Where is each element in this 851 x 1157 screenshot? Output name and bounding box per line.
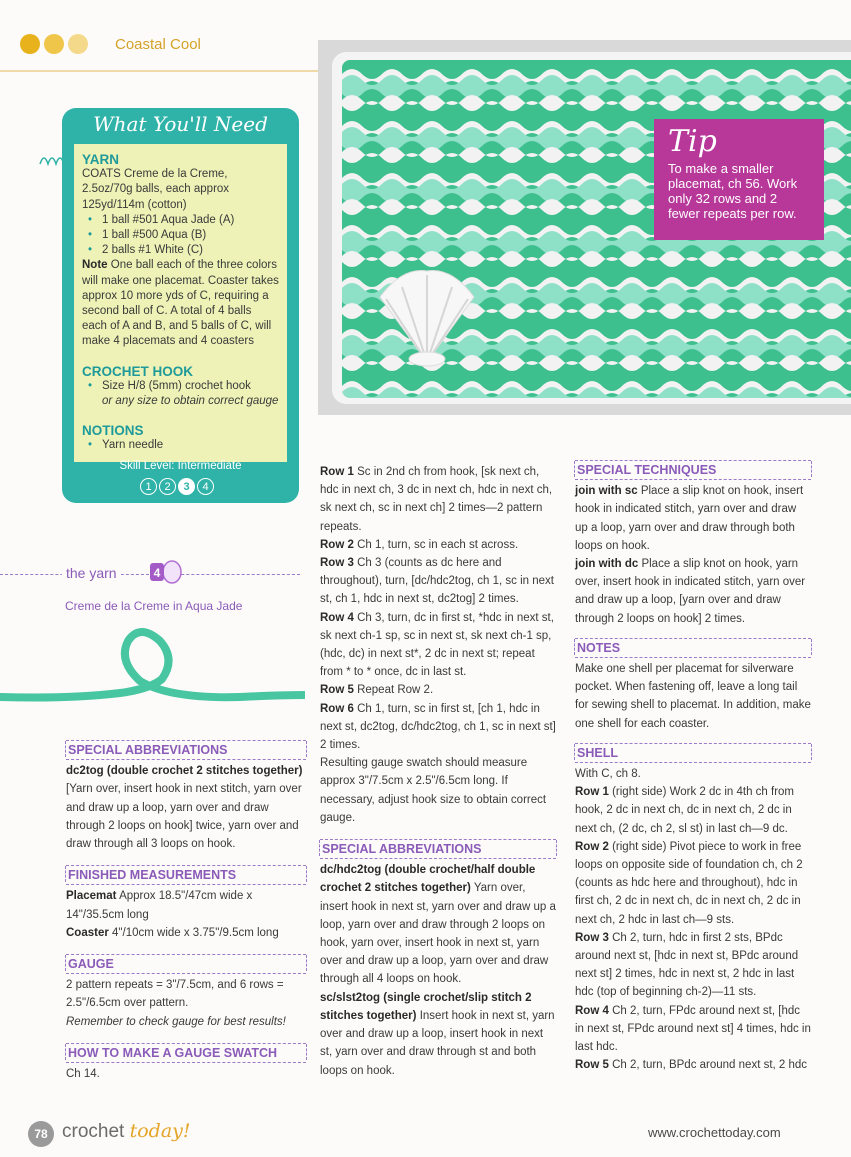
- yarn-description: COATS Creme de la Creme, 2.5oz/70g balls, each approx 125yd/114m (cotton): [82, 168, 230, 211]
- shell-intro: With C, ch 8.: [575, 768, 641, 781]
- materials-box: [62, 108, 299, 503]
- yarn-list: [82, 213, 279, 259]
- yarn-heading: YARN: [82, 152, 120, 167]
- brand-part-2: today!: [129, 1120, 191, 1142]
- skill-level-4: 4: [197, 478, 214, 495]
- yarn-item: • 1 ball #501 Aqua Jade (A): [82, 213, 279, 228]
- shell-motif: [372, 267, 482, 367]
- footer-brand: [62, 1120, 191, 1143]
- coaster-text: 4"/10cm wide x 3.75"/9.5cm long: [112, 926, 279, 939]
- dchdc2tog-term: dc/hdc2tog (double crochet/half double crochet 2 stitches together): [320, 864, 536, 895]
- footer-url: www.crochettoday.com: [648, 1125, 781, 1140]
- dchdc2tog-text: Yarn over, insert hook in next st, yarn over and draw up a loop, yarn over and draw through 2 loops on hook, yarn over, insert hook in next st, yarn over and draw up a loop, yarn over and draw through all 4 loops on hook.: [320, 882, 556, 986]
- pattern-row-1: [320, 463, 556, 536]
- yarn-item: • 1 ball #500 Aqua (B): [82, 228, 279, 243]
- dc2tog-text: [Yarn over, insert hook in next stitch, yarn over and draw up a loop, yarn over and draw through 2 loops on hook] twice, yarn over and draw through all 3 loops on hook.: [66, 783, 302, 851]
- yarn-weight-icon: [148, 559, 182, 585]
- header-dots: [20, 34, 88, 54]
- notions-list: [82, 438, 279, 453]
- row-label: Row 3: [320, 557, 354, 570]
- yarn-weight-number: 4: [153, 566, 161, 580]
- skill-level-1: 1: [140, 478, 157, 495]
- tip-text: To make a smaller placemat, ch 56. Work only 32 rows and 2 fewer repeats per row.: [668, 161, 798, 221]
- scslst2tog-entry: [320, 989, 556, 1080]
- swatch-heading: HOW TO MAKE A GAUGE SWATCH: [66, 1043, 306, 1063]
- row-text: Ch 3 (counts as dc here and throughout), turn, [dc/hdc2tog, ch 1, sc in next st, ch 1, hdc in next st, dc2tog] 2 times.: [320, 557, 554, 606]
- shell-row-5: [575, 1056, 811, 1074]
- coaster-size: [66, 924, 306, 942]
- dchdc2tog-entry: [320, 861, 556, 988]
- shell-row-1: [575, 783, 811, 838]
- notions-item: • Yarn needle: [82, 438, 279, 453]
- row-label: Row 3: [575, 931, 609, 944]
- dot-2: [44, 34, 64, 54]
- section-label: Coastal Cool: [115, 36, 201, 53]
- row-text: Ch 2, turn, BPdc around next st, 2 hdc: [612, 1059, 808, 1072]
- swatch-result: Resulting gauge swatch should measure approx 3"/7.5cm x 2.5"/6.5cm long. If necessary, adjust hook size to obtain correct gauge.: [320, 757, 547, 824]
- techniques-heading: SPECIAL TECHNIQUES: [575, 460, 811, 480]
- gauge-heading: GAUGE: [66, 954, 306, 974]
- note-label: Note: [82, 259, 108, 272]
- row-label: Row 4: [320, 611, 354, 624]
- notions-heading: NOTIONS: [82, 423, 144, 439]
- row-text: Repeat Row 2.: [357, 684, 434, 697]
- skill-level-3-selected: 3: [178, 478, 195, 495]
- join-sc-text: Place a slip knot on hook, insert hook in indicated stitch, yarn over and draw up a loop, yarn over and draw through both loops on hook.: [575, 485, 804, 552]
- hook-heading: CROCHET HOOK: [82, 363, 193, 379]
- notes-heading: NOTES: [575, 638, 811, 658]
- spiral-icon: [38, 150, 64, 168]
- column-3: [575, 460, 811, 1075]
- scslst2tog-text: Insert hook in next st, yarn over and draw up a loop, insert hook in next st, yarn over and draw through st and both loops on hook.: [320, 1009, 555, 1077]
- row-text: Sc in 2nd ch from hook, [sk next ch, hdc in next ch, 3 dc in next ch, hdc in next ch, sk next ch, sc in next ch] 2 times—2 pattern repeats.: [320, 466, 553, 533]
- coaster-label: Coaster: [66, 926, 109, 939]
- hook-list: [82, 379, 279, 409]
- tip-title: Tip: [668, 124, 717, 159]
- pattern-row-2: [320, 536, 556, 554]
- abbrev-heading-1: SPECIAL ABBREVIATIONS: [66, 740, 306, 760]
- dc2tog-term: dc2tog (double crochet 2 stitches together): [66, 765, 303, 778]
- row-text: Ch 2, turn, hdc in first 2 sts, BPdc around next st, [hdc in next st, BPdc around next st] 2 times, hdc in next st, 2 hdc in last hdc (top of beginning ch-2)—11 sts.: [575, 931, 799, 999]
- swatch-text: Ch 14.: [66, 1068, 100, 1081]
- row-label: Row 5: [575, 1059, 609, 1072]
- notes-text: Make one shell per placemat for silverware pocket. When fastening off, leave a long tail for sewing shell to placemat. In addition, make one shell for each coaster.: [575, 663, 811, 730]
- shell-row-3: [575, 929, 811, 1002]
- join-dc-entry: [575, 555, 811, 628]
- skill-level: Skill Level: Intermediate: [119, 460, 242, 472]
- join-sc-term: join with sc: [575, 485, 638, 498]
- finished-heading: FINISHED MEASUREMENTS: [66, 865, 306, 885]
- row-label: Row 5: [320, 684, 354, 697]
- skill-level-2: 2: [159, 478, 176, 495]
- row-text: Ch 1, turn, sc in first st, [ch 1, hdc in next st, dc2tog, dc/hdc2tog, ch 1, sc in next st] 2 times.: [320, 702, 556, 752]
- skill-level-dots: [140, 478, 214, 495]
- placemat-label: Placemat: [66, 890, 117, 903]
- dot-3: [68, 34, 88, 54]
- row-label: Row 4: [575, 1004, 609, 1017]
- tip-box: [654, 119, 824, 240]
- placemat-text: Approx 18.5"/47cm wide x 14"/35.5cm long: [66, 890, 253, 921]
- hook-sub: or any size to obtain correct gauge: [102, 395, 279, 408]
- materials-list: [74, 144, 287, 462]
- join-sc-entry: [575, 482, 811, 555]
- page-number: 78: [28, 1121, 54, 1147]
- row-label: Row 2: [575, 840, 609, 853]
- row-text: Ch 3, turn, dc in first st, *hdc in next st, sk next ch-1 sp, sc in next st, sk next ch-1 sp, (hdc, dc) in next st*, 2 dc in next st; repeat from * to * once, dc in last st.: [320, 611, 554, 679]
- brand-part-1: crochet: [62, 1121, 125, 1142]
- yarn-item: • 2 balls #1 White (C): [82, 243, 279, 258]
- row-text: (right side) Pivot piece to work in free loops on opposite side of foundation ch, ch 2 (counts as hdc here and throughout), hdc in first ch, 2 dc in next ch, dc in next ch, 2 dc in next ch, 2 hdc in last ch—9 sts.: [575, 840, 803, 926]
- row-label: Row 1: [320, 466, 354, 478]
- gauge-note: Remember to check gauge for best results!: [66, 1015, 286, 1028]
- row-text: Ch 1, turn, sc in each st across.: [357, 538, 519, 551]
- pattern-row-6: [320, 700, 556, 755]
- pattern-row-5: [320, 681, 556, 699]
- note-text: One ball each of the three colors will make one placemat. Coaster takes approx 10 more yds of C, requiring a second ball of C. A total of 4 balls each of A and B, and 5 balls of C, will make 4 placemats and 4 coasters: [82, 259, 279, 348]
- yarn-strand-image: [0, 615, 305, 710]
- column-1: [66, 740, 306, 1083]
- pattern-row-4: [320, 609, 556, 682]
- gauge-text: 2 pattern repeats = 3"/7.5cm, and 6 rows = 2.5"/6.5cm over pattern.: [66, 979, 284, 1010]
- abbrev-heading-2: SPECIAL ABBREVIATIONS: [320, 839, 556, 859]
- yarn-feature-label: the yarn: [62, 565, 121, 581]
- yarn-note: [82, 258, 279, 349]
- shell-heading: SHELL: [575, 743, 811, 763]
- dot-1: [20, 34, 40, 54]
- hook-item: [82, 379, 279, 409]
- scslst2tog-term: sc/slst2tog (single crochet/slip stitch 2 stitches together): [320, 991, 532, 1022]
- join-dc-term: join with dc: [575, 558, 639, 571]
- materials-title: What You'll Need: [93, 112, 268, 136]
- row-text: (right side) Work 2 dc in 4th ch from hook, 2 dc in next ch, dc in next ch, 2 dc in next ch, (2 dc, ch 2, sl st) in last ch—9 dc.: [575, 786, 795, 835]
- row-label: Row 2: [320, 538, 354, 551]
- join-dc-text: Place a slip knot on hook, yarn over, insert hook in indicated stitch, yarn over and draw up a loop, [yarn over and draw through 2 loops on hook] 2 times.: [575, 558, 806, 625]
- pattern-row-3: [320, 554, 556, 609]
- dc2tog-entry: [66, 762, 306, 853]
- row-label: Row 6: [320, 702, 354, 715]
- row-label: Row 1: [575, 786, 609, 799]
- row-text: Ch 2, turn, FPdc around next st, [hdc in next st, FPdc around next st] 4 times, hdc in last hdc.: [575, 1004, 811, 1054]
- hook-size: Size H/8 (5mm) crochet hook: [102, 379, 251, 392]
- shell-row-2: [575, 838, 811, 929]
- yarn-caption: Creme de la Creme in Aqua Jade: [65, 599, 243, 613]
- shell-row-4: [575, 1002, 811, 1057]
- column-2: [320, 463, 556, 1080]
- placemat-size: [66, 887, 306, 923]
